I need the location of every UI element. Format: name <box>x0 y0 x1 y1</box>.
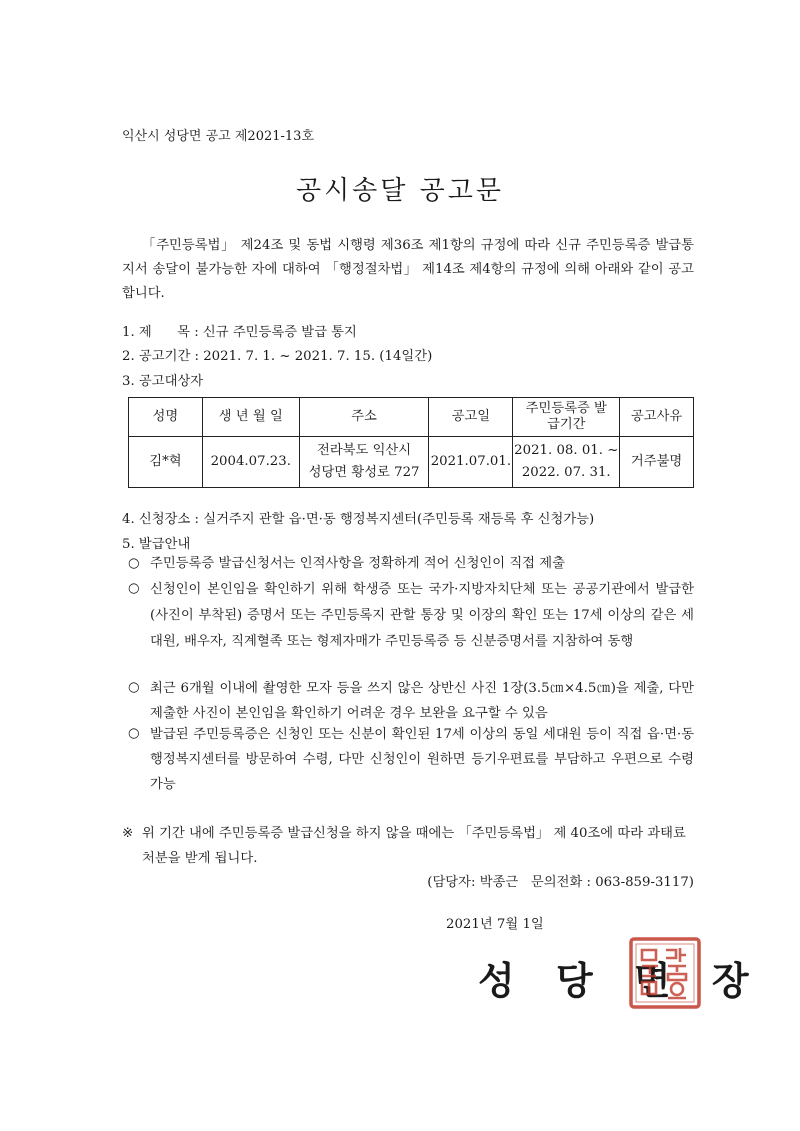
guide-item-text: 최근 6개월 이내에 촬영한 모자 등을 쓰지 않은 상반신 사진 1장(3.5㎝×4.5㎝)을 제출, 다만 제출한 사진이 본인임을 확인하기 어려운 경우 보완을 요구할 수 있음 <box>150 681 694 721</box>
cell-notice-date: 2021.07.01. <box>429 437 513 488</box>
circle-bullet-icon: ○ <box>128 556 140 571</box>
circle-bullet-icon: ○ <box>128 726 140 741</box>
target-table <box>128 397 694 488</box>
item-target: 3. 공고대상자 <box>122 374 204 389</box>
table-header-row <box>129 398 694 437</box>
penalty-note <box>122 821 694 871</box>
guide-item <box>128 577 694 655</box>
header-name: 성명 <box>129 398 203 437</box>
item-place: 4. 신청장소 : 실거주지 관할 읍·면·동 행정복지센터(주민등록 재등록 후 신청가능) <box>122 512 595 527</box>
intro-paragraph: 「주민등록법」 제24조 및 동법 시행령 제36조 제1항의 규정에 따라 신규 주민등록증 발급통지서 송달이 불가능한 자에 대하여 「행정절차법」 제14조 제4항의 규정에 의해 아래와 같이 공고합니다. <box>122 238 694 301</box>
guide-item <box>128 552 694 576</box>
header-issue-period: 주민등록증 발급기간 <box>513 398 620 437</box>
reference-mark-icon: ※ <box>122 826 134 841</box>
issue-date: 2021년 7월 1일 <box>446 917 544 932</box>
cell-birth: 2004.07.23. <box>202 437 299 488</box>
cell-address <box>299 437 429 488</box>
header-notice-date: 공고일 <box>429 398 513 437</box>
cell-reason: 거주불명 <box>620 437 694 488</box>
header-reason: 공고사유 <box>620 398 694 437</box>
item-subject: 1. 제 목 : 신규 주민등록증 발급 통지 <box>122 325 357 340</box>
document-number: 익산시 성당면 공고 제2021-13호 <box>122 129 314 144</box>
header-birth: 생 년 월 일 <box>202 398 299 437</box>
cell-address-line2: 성당면 황성로 727 <box>308 465 420 480</box>
cell-period-line1: 2021. 08. 01. ~ <box>514 443 619 458</box>
signer-title: 성 당 면 장 <box>478 958 763 1003</box>
circle-bullet-icon: ○ <box>128 581 140 596</box>
guide-item <box>128 676 694 726</box>
guide-item-text: 발급된 주민등록증은 신청인 또는 신분이 확인된 17세 이상의 동일 세대원 등이 직접 읍·면·동 행정복지센터를 방문하여 수령, 다만 신청인이 원하면 등기우편료를 부담하고 우편으로 수령 가능 <box>150 727 694 792</box>
page-title: 공시송달 공고문 <box>295 176 505 206</box>
item-guide: 5. 발급안내 <box>122 537 191 552</box>
cell-issue-period <box>513 437 620 488</box>
contact-info: (담당자: 박종근 문의전화 : 063-859-3117) <box>427 875 694 890</box>
cell-address-line1: 전라북도 익산시 <box>316 443 412 458</box>
guide-item-text: 주민등록증 발급신청서는 인적사항을 정확하게 적어 신청인이 직접 제출 <box>150 556 565 571</box>
seal-icon <box>628 936 702 1010</box>
guide-item <box>128 722 694 797</box>
penalty-note-text: 위 기간 내에 주민등록증 발급신청을 하지 않을 때에는 「주민등록법」 제 40조에 따라 과태료 처분을 받게 됩니다. <box>142 826 686 866</box>
header-address: 주소 <box>299 398 429 437</box>
cell-name: 김*혁 <box>129 437 203 488</box>
cell-period-line2: 2022. 07. 31. <box>521 465 611 480</box>
guide-item-text: 신청인이 본인임을 확인하기 위해 학생증 또는 국가·지방자치단체 또는 공공기관에서 발급한(사진이 부착된) 증명서 또는 주민등록지 관할 통장 및 이장의 확인 또는 17세 이상의 같은 세대원, 배우자, 직계혈족 또는 형제자매가 주민등록증 등 신분증명서를 지참하여 동행 <box>150 582 694 649</box>
table-row <box>129 437 694 488</box>
item-period: 2. 공고기간 : 2021. 7. 1. ~ 2021. 7. 15. (14일간) <box>122 349 433 364</box>
circle-bullet-icon: ○ <box>128 680 140 695</box>
official-seal-stamp <box>628 936 702 1010</box>
